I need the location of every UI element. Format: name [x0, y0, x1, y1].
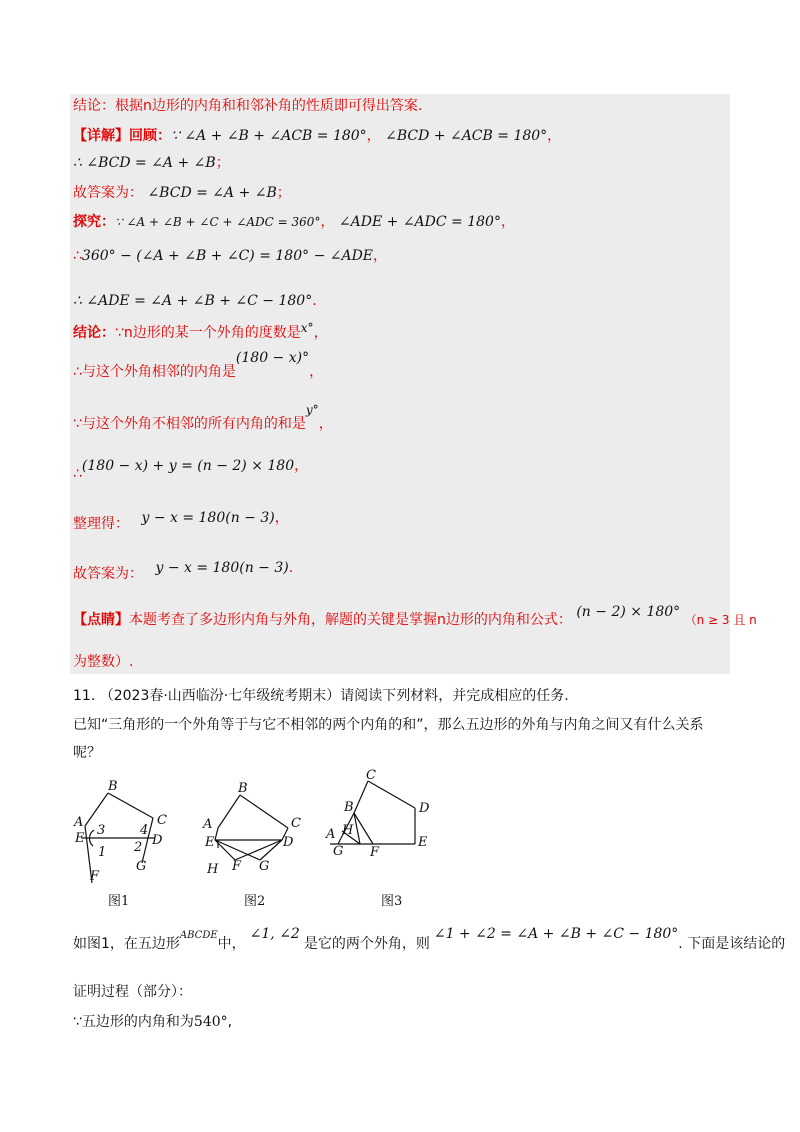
body3-c: , — [227, 1014, 233, 1030]
problem-line-2: 呢？ — [73, 745, 101, 761]
svg-text:D: D — [152, 833, 163, 848]
problem-number: 11. — [73, 688, 96, 704]
explore-line: 探究：∵ ∠A + ∠B + ∠C + ∠ADC = 360°， ∠ADE + ∠ADC = 180°， — [73, 214, 515, 230]
body3-b: 540° — [193, 1014, 228, 1030]
explore-label: 探究： — [73, 214, 115, 230]
figure-3-labels — [325, 768, 430, 860]
concl-line: 结论：∵n边形的某一个外角的度数是x°， — [73, 321, 328, 341]
svg-text:2: 2 — [134, 840, 143, 855]
detail-math-1: ∵ ∠A + ∠B + ∠ACB = 180° — [171, 128, 367, 144]
body1-e: 是它的两个外角，则 — [303, 936, 430, 952]
answer1-math: ∠BCD = ∠A + ∠B — [147, 185, 277, 201]
svg-text:E: E — [205, 835, 215, 850]
svg-text:G: G — [333, 844, 344, 859]
explore-line-4: ∴ ∠ADE = ∠A + ∠B + ∠C − 180°. — [73, 293, 317, 309]
detail-label: 【详解】回顾： — [73, 128, 171, 144]
concl-label: 结论： — [73, 325, 115, 341]
answer2-line: 故答案为： y − x = 180(n − 3). — [73, 560, 294, 582]
svg-text:F: F — [370, 845, 380, 860]
body1-a: 如图1，在五边形 — [73, 936, 180, 952]
svg-text:B: B — [108, 779, 118, 794]
svg-text:A: A — [326, 827, 336, 842]
concl-x: x° — [300, 321, 314, 335]
body1-f: ∠1 + ∠2 = ∠A + ∠B + ∠C − 180° — [433, 926, 679, 942]
answer2-label: 故答案为： — [73, 566, 143, 582]
svg-text:F: F — [232, 859, 242, 874]
svg-text:C: C — [291, 816, 301, 831]
svg-text:D: D — [419, 801, 430, 816]
body1-b: ABCDE — [179, 930, 218, 941]
explore-line-3: ∴360° − (∠A + ∠B + ∠C) = 180° − ∠ADE， — [73, 248, 388, 264]
conclusion-line: 结论：根据n边形的内角和和邻补角的性质即可得出答案. — [73, 98, 423, 114]
problem-header — [73, 686, 569, 706]
adjacent-line: ∴与这个外角相邻的内角是(180 − x)°， — [73, 350, 324, 380]
detail-line: 【详解】回顾：∵ ∠A + ∠B + ∠ACB = 180°， ∠BCD + ∠ACB = 180°， — [73, 128, 562, 144]
svg-text:H: H — [342, 823, 354, 838]
comment-label: 【点睛】 — [73, 612, 129, 628]
svg-text:4: 4 — [140, 823, 149, 838]
svg-text:F: F — [90, 869, 100, 884]
svg-text:D: D — [283, 835, 294, 850]
explore-math-1: ∵ ∠A + ∠B + ∠C + ∠ADC = 360° — [115, 215, 321, 229]
comment-line — [73, 604, 757, 630]
adjacent-text: ∴与这个外角相邻的内角是 — [73, 364, 236, 380]
explore-math-4: ∴ ∠ADE = ∠A + ∠B + ∠C − 180° — [73, 293, 313, 309]
body-line-3 — [73, 1012, 232, 1032]
figures — [60, 768, 480, 908]
svg-text:3: 3 — [97, 823, 106, 838]
tidy-label: 整理得： — [73, 516, 129, 532]
sum-math: y° — [305, 403, 319, 417]
svg-text:B: B — [344, 800, 354, 815]
solution-background — [70, 94, 730, 674]
svg-text:E: E — [418, 835, 428, 850]
body1-g: . 下面是该结论的 — [678, 936, 786, 952]
figure-2 — [215, 795, 288, 860]
comment-cond: （n ≥ 3 且 n — [684, 613, 757, 627]
concl-text: ∵n边形的某一个外角的度数是 — [115, 325, 301, 341]
sum-text: ∵与这个外角不相邻的所有内角的和是 — [73, 416, 306, 432]
caption-3: 图3 — [381, 894, 403, 908]
explore-math-2: ∠ADE + ∠ADC = 180° — [338, 214, 501, 230]
caption-1: 图1 — [108, 894, 130, 908]
body1-c: 中， — [217, 936, 246, 952]
eq1-line: ∴(180 − x) + y = (n − 2) × 180， — [73, 458, 309, 482]
svg-text:G: G — [259, 859, 270, 874]
comment-text: 本题考查了多边形内角与外角，解题的关键是掌握n边形的内角和公式： — [129, 612, 572, 628]
problem-line-1: 已知“三角形的一个外角等于与它不相邻的两个内角的和”，那么五边形的外角与内角之间又有什么关系 — [73, 717, 704, 733]
answer1-line: 故答案为： ∠BCD = ∠A + ∠B； — [73, 185, 291, 201]
explore-math-3: 360° − (∠A + ∠B + ∠C) = 180° − ∠ADE — [81, 248, 374, 264]
eq3-math: y − x = 180(n − 3) — [155, 560, 289, 576]
tidy-line: 整理得： y − x = 180(n − 3)， — [73, 510, 289, 532]
comment-tail: 为整数）. — [73, 654, 134, 670]
figure-1-labels — [73, 779, 167, 884]
svg-text:G: G — [136, 859, 147, 874]
body1-d: ∠1, ∠2 — [249, 926, 300, 942]
bcd-line: ∴ ∠BCD = ∠A + ∠B； — [73, 155, 230, 171]
comment-formula: (n − 2) × 180° — [576, 604, 681, 620]
eq1-math: (180 − x) + y = (n − 2) × 180 — [81, 458, 295, 474]
svg-text:C: C — [366, 768, 376, 783]
body3-a: ∵五边形的内角和为 — [73, 1014, 194, 1030]
svg-text:E: E — [75, 831, 85, 846]
eq2-math: y − x = 180(n − 3) — [141, 510, 275, 526]
caption-2: 图2 — [244, 894, 266, 908]
svg-text:B: B — [238, 781, 248, 796]
detail-math-2: ∠BCD + ∠ACB = 180° — [385, 128, 548, 144]
svg-text:H: H — [207, 862, 219, 877]
adjacent-math: (180 − x)° — [235, 350, 310, 366]
svg-text:A: A — [203, 817, 213, 832]
problem-source: （2023春·山西临汾·七年级统考期末）请阅读下列材料，并完成相应的任务. — [99, 688, 569, 704]
bcd-math: ∴ ∠BCD = ∠A + ∠B — [73, 155, 216, 171]
figure-2-labels — [202, 781, 301, 877]
sum-line: ∵与这个外角不相邻的所有内角的和是y°， — [73, 403, 333, 432]
body-line-2: 证明过程（部分）： — [73, 984, 192, 1000]
svg-text:A: A — [74, 815, 84, 830]
answer1-label: 故答案为： — [73, 185, 143, 201]
svg-text:1: 1 — [98, 845, 107, 860]
body-line-1 — [73, 926, 786, 956]
svg-text:C: C — [157, 813, 167, 828]
